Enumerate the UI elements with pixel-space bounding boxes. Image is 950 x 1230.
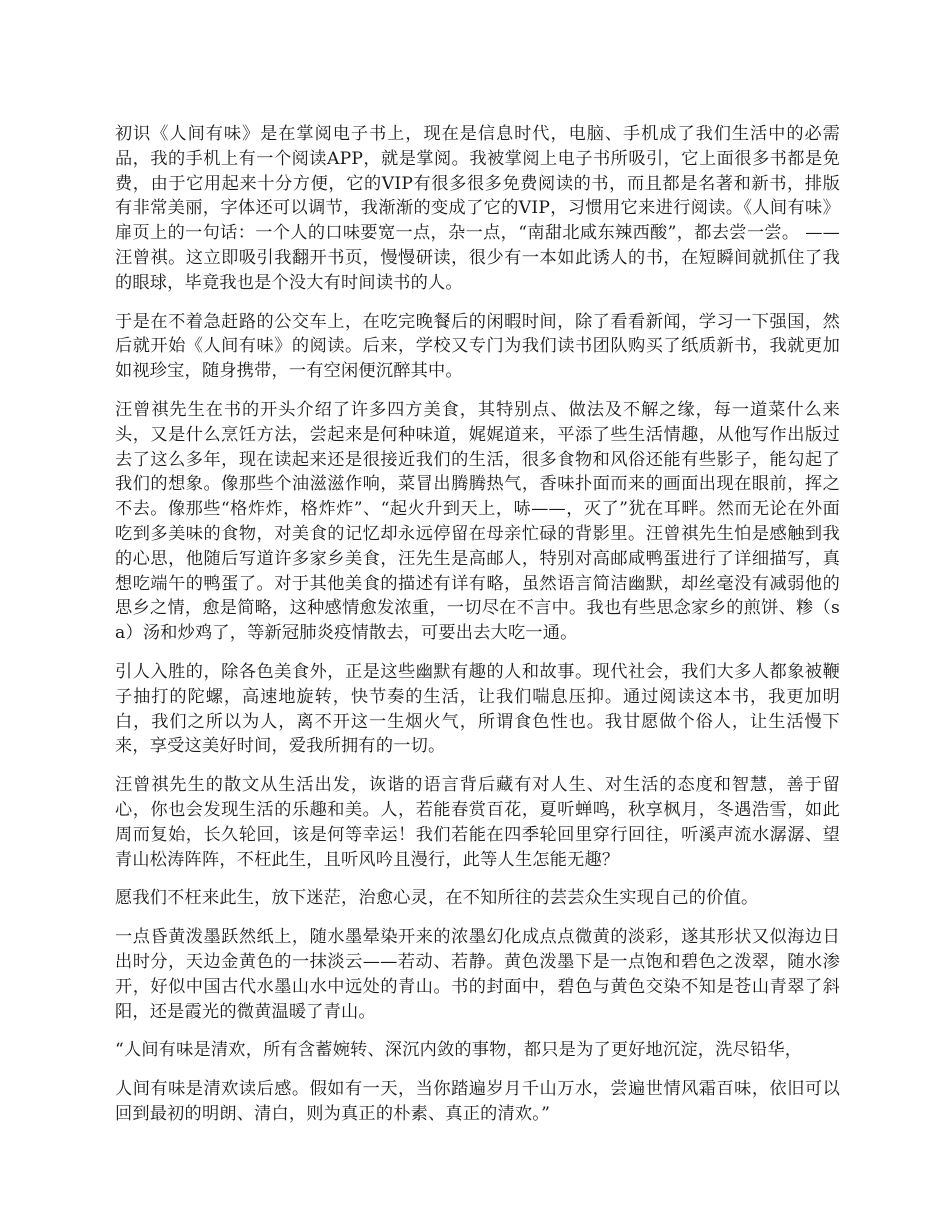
paragraph-9: 人间有味是清欢读后感。假如有一天，当你踏遍岁月千山万水，尝遍世情风霜百味，依旧可以回到最初的明朗、清白，则为真正的朴素、真正的清欢。” [115, 1079, 840, 1124]
paragraph-6: 愿我们不枉来此生，放下迷茫，治愈心灵，在不知所往的芸芸众生实现自己的价值。 [115, 888, 759, 909]
paragraph-4: 引人入胜的，除各色美食外，正是这些幽默有趣的人和故事。现代社会，我们大多人都象被鞭子抽打的陀螺，高速地旋转，快节奏的生活，让我们喘息压抑。通过阅读这本书，我更加明白，我们之所以为人，离不开这一生烟火气，所谓食色性也。我甘愿做个俗人，让生活慢下来，享受这美好时间，爱我所拥有的一切。 [115, 661, 840, 757]
paragraph-7: 一点昏黄泼墨跃然纸上，随水墨晕染开来的浓墨幻化成点点微黄的淡彩，遂其形状又似海边日出时分，天边金黄色的一抹淡云——若动、若静。黄色泼墨下是一点饱和碧色之泼翠，随水渗开，好似中国古代水墨山水中远处的青山。书的封面中，碧色与黄色交染不知是苍山青翠了斜阳，还是霞光的微黄温暖了青山。 [115, 927, 840, 1022]
document-body [115, 122, 840, 1141]
paragraph-5: 汪曾祺先生的散文从生活出发，诙谐的语言背后藏有对人生、对生活的态度和智慧，善于留心，你也会发现生活的乐趣和美。人，若能春赏百花，夏听蝉鸣，秋享枫月，冬遇浩雪，如此周而复始，长久轮回，该是何等幸运！我们若能在四季轮回里穿行回往，听溪声流水潺潺、望青山松涛阵阵，不枉此生，且听风吟且漫行，此等人生怎能无趣？ [115, 775, 840, 870]
paragraph-2: 于是在不着急赶路的公交车上，在吃完晚餐后的闲暇时间，除了看看新闻，学习一下强国，然后就开始《人间有味》的阅读。后来，学校又专门为我们读书团队购买了纸质新书，我就更加如视珍宝，随身携带，一有空闲便沉醉其中。 [115, 311, 840, 382]
paragraph-3: 汪曾祺先生在书的开头介绍了许多四方美食，其特别点、做法及不解之缘，每一道菜什么来头，又是什么烹饪方法，尝起来是何种味道，娓娓道来，平添了些生活情趣，从他写作出版过去了这么多年，现在读起来还是很接近我们的生活，很多食物和风俗还能有些影子，能勾起了我们的想象。像那些个油滋滋作响，菜冒出腾腾热气，香味扑面而来的画面出现在眼前，挥之不去。像那些“格炸炸，格炸炸”、“起火升到天上，哧——，灭了”犹在耳畔。然而无论在外面吃到多美味的食物，对美食的记忆却永远停留在母亲忙碌的背影里。汪曾祺先生怕是感触到我的心思，他随后写道许多家乡美食，汪先生是高邮人，特别对高邮咸鸭蛋进行了详细描写，真想吃端午的鸭蛋了。对于其他美食的描述有详有略，虽然语言简洁幽默，却丝毫没有减弱他的思乡之情，愈是简略，这种感情愈发浓重，一切尽在不言中。我也有些思念家乡的煎饼、糁（sa）汤和炒鸡了，等新冠肺炎疫情散去，可要出去大吃一通。 [115, 399, 840, 644]
paragraph-1: 初识《人间有味》是在掌阅电子书上，现在是信息时代，电脑、手机成了我们生活中的必需品，我的手机上有一个阅读APP，就是掌阅。我被掌阅上电子书所吸引，它上面很多书都是免费，由于它用起来十分方便，它的VIP有很多很多免费阅读的书，而且都是名著和新书，排版有非常美丽，字体还可以调节，我渐渐的变成了它的VIP，习惯用它来进行阅读。《人间有味》扉页上的一句话：一个人的口味要宽一点，杂一点，“南甜北咸东辣西酸”，都去尝一尝。 ——汪曾祺。这立即吸引我翻开书页，慢慢研读，很少有一本如此诱人的书，在短瞬间就抓住了我的眼球，毕竟我也是个没大有时间读书的人。 [115, 124, 840, 293]
paragraph-8: “人间有味是清欢，所有含蓄婉转、深沉内敛的事物，都只是为了更好地沉淀，洗尽铅华， [115, 1040, 803, 1061]
